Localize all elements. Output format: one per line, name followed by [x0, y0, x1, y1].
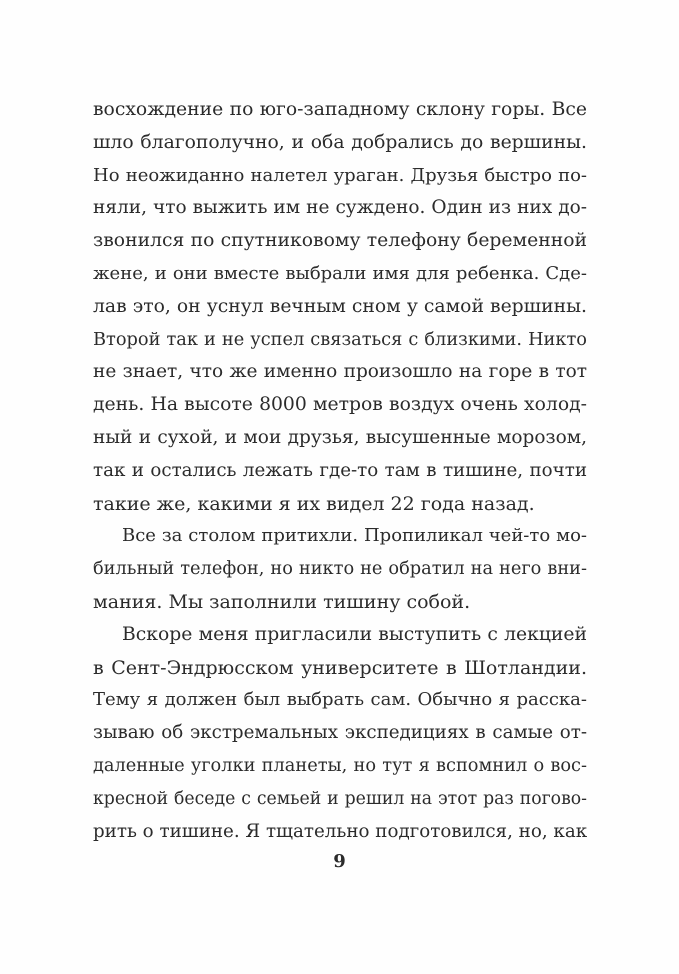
text-line: в Сент-Эндрюсском университете в Шотландии. [93, 656, 587, 679]
text-line: зываю об экстремальных экспедициях в самые от- [93, 722, 587, 744]
text-line: даленные уголки планеты, но тут я вспомнил о вос- [93, 755, 587, 776]
text-line: Тему я должен был выбрать сам. Обычно я расска- [93, 689, 587, 711]
text-line: такие же, какими я их видел 22 года назад. [93, 492, 535, 515]
text-line: жене, и они вместе выбрали имя для ребенка. Сде- [93, 262, 587, 284]
body-text [93, 94, 587, 848]
text-line: Второй так и не успел связаться с близкими. Никто [93, 329, 587, 350]
text-line: Вскоре меня пригласили выступить с лекцией [122, 623, 587, 645]
page-number: 9 [333, 851, 346, 872]
text-line: ный и сухой, и мои друзья, высушенные морозом, [93, 426, 587, 448]
text-line: звонился по спутниковому телефону беременной [93, 230, 587, 252]
text-line: кресной беседе с семьей и решил на этот раз погово- [93, 788, 587, 809]
text-line: не знает, что же именно произошло на горе в тот [93, 361, 587, 383]
text-line: Все за столом притихли. Пропиликал чей-то мо- [122, 525, 587, 547]
text-line: так и остались лежать где-то там в тишине, почти [93, 459, 587, 481]
text-line: восхождение по юго-западному склону горы. Все [93, 99, 587, 120]
text-line: няли, что выжить им не суждено. Один из них до- [93, 197, 587, 219]
text-line: рить о тишине. Я тщательно подготовился, но, как [93, 820, 588, 842]
text-line: лав это, он уснул вечным сном у самой вершины. [93, 295, 587, 317]
text-line: шло благополучно, и оба добрались до вершины. [93, 131, 587, 153]
text-line: бильный телефон, но никто не обратил на него вни- [93, 559, 587, 580]
text-line: день. На высоте 8000 метров воздух очень холод- [93, 394, 587, 416]
text-line: мания. Мы заполнили тишину собой. [93, 590, 471, 613]
text-line: Но неожиданно налетел ураган. Друзья быстро по- [93, 164, 587, 186]
